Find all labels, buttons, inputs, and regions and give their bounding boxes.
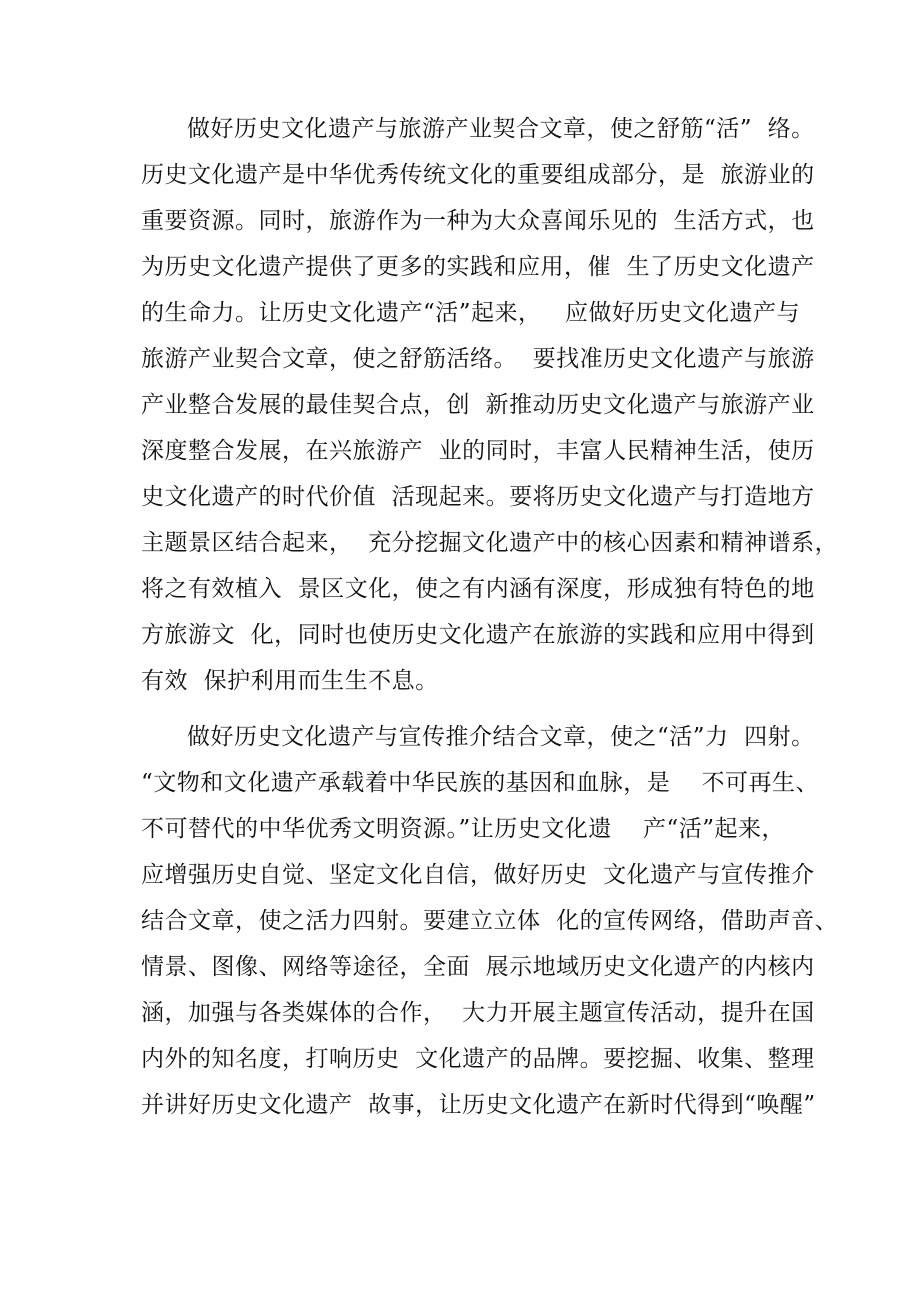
text-line: 历史文化遗产是中华优秀传统文化的重要组成部分，是 旅游业的	[141, 162, 815, 188]
text-line: 并讲好历史文化遗产 故事，让历史文化遗产在新时代得到“唤醒”	[141, 1092, 816, 1118]
text-line: 方旅游文 化，同时也使历史文化遗产在旅游的实践和应用中得到	[141, 622, 815, 648]
text-line: 深度整合发展，在兴旅游产 业的同时，丰富人民精神生活，使历	[141, 438, 815, 464]
text-line: 产业整合发展的最佳契合点，创 新推动历史文化遗产与旅游产业	[141, 392, 815, 418]
text-line: 为历史文化遗产提供了更多的实践和应用，催 生了历史文化遗产	[141, 254, 815, 280]
text-line: 内外的知名度，打响历史 文化遗产的品牌。要挖掘、收集、整理	[141, 1046, 815, 1072]
text-line: 史文化遗产的时代价值 活现起来。要将历史文化遗产与打造地方	[141, 484, 815, 510]
text-line: 应增强历史自觉、坚定文化自信，做好历史 文化遗产与宣传推介	[141, 862, 815, 888]
text-line: 旅游产业契合文章，使之舒筋活络。 要找准历史文化遗产与旅游	[141, 346, 815, 372]
text-line: 不可替代的中华优秀文明资源。”让历史文化遗 产“活”起来，	[141, 816, 786, 842]
text-line: 重要资源。同时，旅游作为一种为大众喜闻乐见的 生活方式，也	[141, 208, 815, 234]
text-line: 涵，加强与各类媒体的合作， 大力开展主题宣传活动，提升在国	[141, 1000, 815, 1026]
text-line: 结合文章，使之活力四射。要建立立体 化的宣传网络，借助声音、	[141, 908, 839, 934]
text-line: 做好历史文化遗产与宣传推介结合文章，使之“活”力 四射。	[187, 724, 815, 750]
text-line: 的生命力。让历史文化遗产“活”起来， 应做好历史文化遗产与	[141, 300, 800, 326]
text-line: 有效 保护利用而生生不息。	[141, 668, 439, 694]
text-line: 将之有效植入 景区文化，使之有内涵有深度，形成独有特色的地	[141, 576, 815, 602]
text-line: 做好历史文化遗产与旅游产业契合文章，使之舒筋“活” 络。	[187, 116, 815, 142]
text-line: “文物和文化遗产承载着中华民族的基因和血脉，是 不可再生、	[141, 770, 820, 796]
text-line: 情景、图像、网络等途径，全面 展示地域历史文化遗产的内核内	[141, 954, 815, 980]
text-line: 主题景区结合起来， 充分挖掘文化遗产中的核心因素和精神谱系，	[141, 530, 839, 556]
